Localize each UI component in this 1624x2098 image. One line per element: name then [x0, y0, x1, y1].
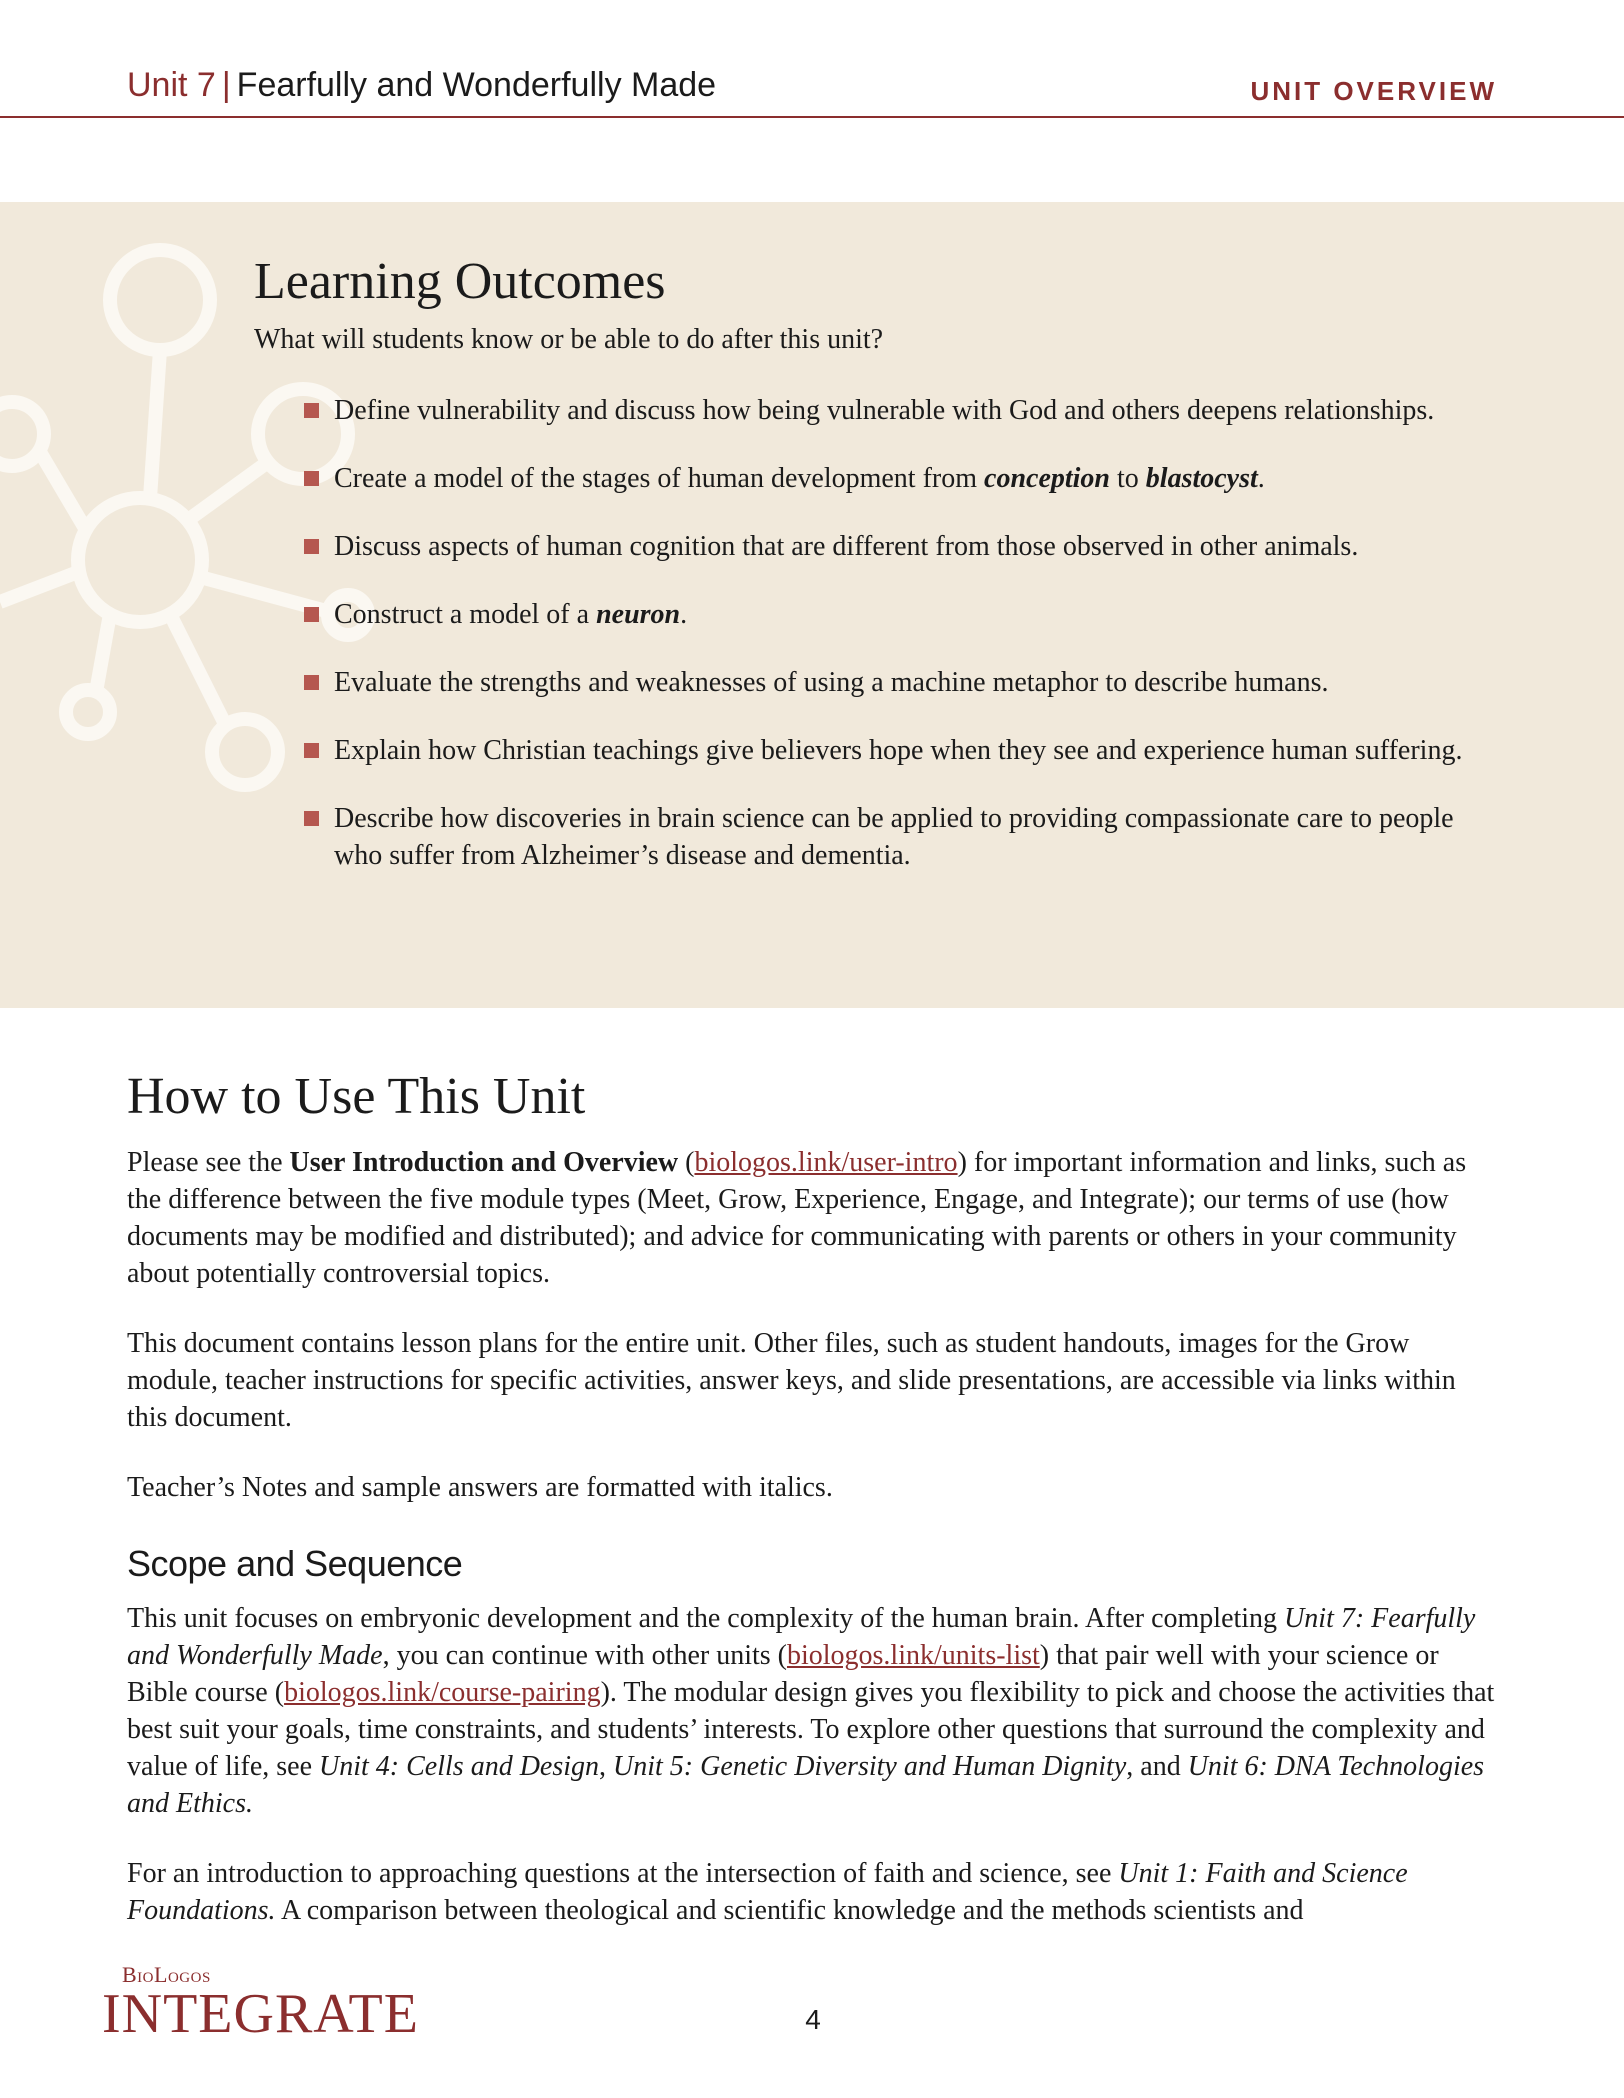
- learning-outcomes-list: [302, 392, 1482, 905]
- list-item: Define vulnerability and discuss how being vulnerable with God and others deepens relationships.: [302, 392, 1482, 429]
- list-item: Evaluate the strengths and weaknesses of using a machine metaphor to describe humans.: [302, 664, 1482, 701]
- how-to-use-title: How to Use This Unit: [127, 1068, 586, 1125]
- key-term: conception: [984, 463, 1111, 494]
- list-item: Create a model of the stages of human development from conception to blastocyst.: [302, 460, 1482, 497]
- bullet-square-icon: [304, 743, 319, 758]
- how-to-use-paragraph: Teacher’s Notes and sample answers are formatted with italics.: [127, 1472, 833, 1503]
- bullet-square-icon: [304, 539, 319, 554]
- logo-small-text: BioLogos: [122, 1962, 211, 1987]
- how-to-use-paragraph: Please see the User Introduction and Overview (biologos.link/user-intro) for important information and links, such as the difference between the five module types (Meet, Grow, Experience, Engage, and Integrate); our terms of use (how documents may be modified and distributed); and advice for communicating with parents or others in your community about potentially controversial topics.: [127, 1147, 1467, 1289]
- list-item: Discuss aspects of human cognition that are different from those observed in other animals.: [302, 528, 1482, 565]
- key-term: neuron: [596, 599, 681, 630]
- unit-title: Fearfully and Wonderfully Made: [236, 66, 717, 104]
- scope-and-sequence-title: Scope and Sequence: [127, 1543, 463, 1584]
- list-item: Describe how discoveries in brain science can be applied to providing compassionate care to people who suffer from Alzheimer’s disease and dementia.: [302, 800, 1482, 874]
- scope-paragraph: This unit focuses on embryonic development and the complexity of the human brain. After completing Unit 7: Fearfully and Wonderfully Made, you can continue with other units (biologos.link/units-list) that pair well with your science or Bible course (biologos.link/course-pairing). The modular design gives you flexibility to pick and choose the activities that best suit your goals, time constraints, and students’ interests. To explore other questions that surround the complexity and value of life, see Unit 4: Cells and Design, Unit 5: Genetic Diversity and Human Dignity, and Unit 6: DNA Technologies and Ethics.: [127, 1603, 1495, 1819]
- bullet-square-icon: [304, 675, 319, 690]
- list-item: Construct a model of a neuron.: [302, 596, 1482, 633]
- learning-outcomes-subtitle: What will students know or be able to do after this unit?: [254, 324, 884, 355]
- list-item: Explain how Christian teachings give believers hope when they see and experience human suffering.: [302, 732, 1482, 769]
- header-separator: |: [221, 66, 231, 104]
- page-number: 4: [805, 2004, 821, 2035]
- bullet-square-icon: [304, 471, 319, 486]
- how-to-use-paragraph: This document contains lesson plans for the entire unit. Other files, such as student handouts, images for the Grow module, teacher instructions for specific activities, answer keys, and slide presentations, are accessible via links within this document.: [127, 1328, 1456, 1433]
- user-intro-reference: User Introduction and Overview: [289, 1147, 679, 1178]
- scope-paragraph: For an introduction to approaching questions at the intersection of faith and science, see Unit 1: Faith and Science Foundations. A comparison between theological and scientific knowledge and the methods scientists and: [127, 1858, 1408, 1926]
- course-pairing-link[interactable]: biologos.link/course-pairing: [284, 1677, 601, 1708]
- page-header: [0, 0, 1624, 118]
- main-content: [127, 1058, 1497, 1962]
- bullet-square-icon: [304, 607, 319, 622]
- user-intro-link[interactable]: biologos.link/user-intro: [694, 1147, 958, 1178]
- learning-outcomes-title: Learning Outcomes: [254, 253, 666, 310]
- logo-large-text: INTEGRATE: [102, 1983, 419, 2045]
- units-list-link[interactable]: biologos.link/units-list: [786, 1640, 1040, 1671]
- learning-outcomes-panel: [0, 202, 1624, 1008]
- key-term: blastocyst: [1145, 463, 1258, 494]
- header-unit: [127, 66, 716, 105]
- unit-label: Unit 7: [127, 66, 216, 104]
- section-label: UNIT OVERVIEW: [1250, 76, 1497, 106]
- bullet-square-icon: [304, 403, 319, 418]
- bullet-square-icon: [304, 811, 319, 826]
